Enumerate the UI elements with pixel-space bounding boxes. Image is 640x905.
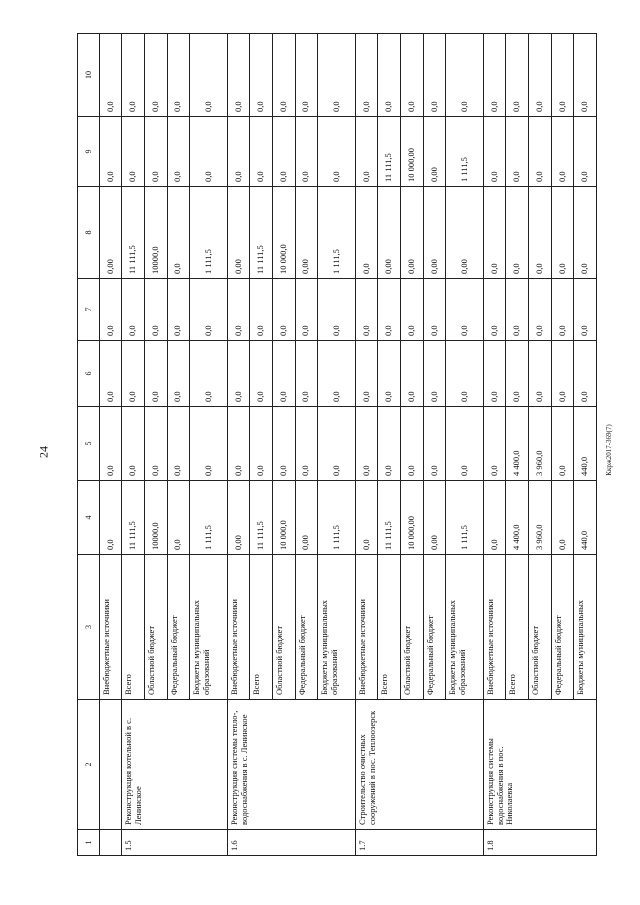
table-row <box>355 34 378 856</box>
project-title: Реконструкция котельной в с. Ленинское <box>122 700 227 830</box>
value-cell: 0,0 <box>483 117 506 187</box>
value-cell: 0,0 <box>551 481 574 555</box>
value-cell: 0,0 <box>483 187 506 279</box>
table-body <box>78 34 597 856</box>
value-cell: 0,0 <box>295 34 318 117</box>
value-cell: 0,00 <box>227 187 250 279</box>
value-cell: 0,0 <box>355 34 378 117</box>
value-cell: 0,00 <box>423 117 446 187</box>
value-cell: 0,0 <box>122 341 145 407</box>
value-cell: 0,0 <box>227 341 250 407</box>
value-cell: 0,0 <box>423 34 446 117</box>
header-cell: 3 <box>78 555 100 700</box>
value-cell: 0,0 <box>122 407 145 481</box>
value-cell: 0,0 <box>574 279 597 341</box>
value-cell: 0,0 <box>122 279 145 341</box>
value-cell: 0,0 <box>99 117 122 187</box>
value-cell: 10 000,00 <box>400 117 423 187</box>
value-cell: 0,0 <box>272 34 295 117</box>
value-cell: 0,0 <box>551 279 574 341</box>
table-row <box>122 34 145 856</box>
value-cell: 0,0 <box>295 279 318 341</box>
value-cell: 0,0 <box>272 117 295 187</box>
value-cell: 0,0 <box>506 34 529 117</box>
value-cell: 0,0 <box>318 117 356 187</box>
title-cell <box>99 700 122 830</box>
source-cell: Всего <box>122 555 145 700</box>
project-title: Строительство очистных сооружений в пос. Теплоозерск <box>355 700 483 830</box>
item-number: 1.6 <box>227 830 355 856</box>
value-cell: 0,0 <box>423 279 446 341</box>
value-cell: 0,0 <box>167 407 190 481</box>
source-cell: Внебюджетные источники <box>483 555 506 700</box>
value-cell: 0,0 <box>400 34 423 117</box>
value-cell: 0,00 <box>423 481 446 555</box>
value-cell: 0,0 <box>99 279 122 341</box>
value-cell: 0,0 <box>446 279 484 341</box>
value-cell: 0,0 <box>483 34 506 117</box>
value-cell: 0,0 <box>227 117 250 187</box>
page-number: 24 <box>36 446 51 458</box>
source-cell: Внебюджетные источники <box>99 555 122 700</box>
value-cell: 0,0 <box>551 341 574 407</box>
value-cell: 0,0 <box>318 341 356 407</box>
value-cell: 0,00 <box>295 481 318 555</box>
value-cell: 0,0 <box>250 341 273 407</box>
value-cell: 11 111,5 <box>122 481 145 555</box>
value-cell: 1 111,5 <box>318 481 356 555</box>
value-cell: 10 000,0 <box>272 187 295 279</box>
value-cell: 0,0 <box>250 117 273 187</box>
source-cell: Федеральный бюджет <box>423 555 446 700</box>
value-cell: 0,0 <box>167 481 190 555</box>
value-cell: 0,0 <box>355 187 378 279</box>
item-number: 1.5 <box>122 830 227 856</box>
table-row <box>227 34 250 856</box>
rotated-table-container <box>77 34 597 856</box>
value-cell: 1 111,5 <box>446 117 484 187</box>
source-cell: Областной бюджет <box>528 555 551 700</box>
header-cell: 4 <box>78 481 100 555</box>
value-cell: 0,0 <box>250 279 273 341</box>
value-cell: 0,0 <box>99 34 122 117</box>
value-cell: 0,0 <box>167 341 190 407</box>
value-cell: 0,0 <box>355 117 378 187</box>
header-cell: 8 <box>78 187 100 279</box>
value-cell: 0,0 <box>528 34 551 117</box>
value-cell: 0,0 <box>506 187 529 279</box>
value-cell: 11 111,5 <box>378 481 401 555</box>
value-cell: 0,0 <box>446 407 484 481</box>
source-cell: Внебюджетные источники <box>355 555 378 700</box>
source-cell: Областной бюджет <box>400 555 423 700</box>
value-cell: 0,00 <box>295 187 318 279</box>
value-cell: 0,0 <box>144 34 167 117</box>
value-cell: 0,00 <box>446 187 484 279</box>
value-cell: 0,0 <box>318 34 356 117</box>
source-cell: Бюджеты муниципальных образований <box>318 555 356 700</box>
header-cell: 1 <box>78 830 100 856</box>
value-cell: 0,0 <box>506 117 529 187</box>
value-cell: 440,0 <box>574 481 597 555</box>
value-cell: 0,0 <box>551 117 574 187</box>
source-cell: Всего <box>506 555 529 700</box>
header-cell: 9 <box>78 117 100 187</box>
value-cell: 0,0 <box>190 407 228 481</box>
value-cell: 0,0 <box>318 407 356 481</box>
value-cell: 0,0 <box>483 407 506 481</box>
value-cell: 3 960,0 <box>528 407 551 481</box>
source-cell: Федеральный бюджет <box>167 555 190 700</box>
value-cell: 0,0 <box>99 407 122 481</box>
value-cell: 1 111,5 <box>318 187 356 279</box>
value-cell: 0,00 <box>400 187 423 279</box>
item-number: 1.7 <box>355 830 483 856</box>
value-cell: 0,0 <box>144 279 167 341</box>
source-cell: Областной бюджет <box>272 555 295 700</box>
value-cell: 4 400,0 <box>506 481 529 555</box>
table-row <box>483 34 506 856</box>
value-cell: 0,0 <box>295 407 318 481</box>
value-cell: 0,0 <box>551 34 574 117</box>
value-cell: 4 400,0 <box>506 407 529 481</box>
value-cell: 3 960,0 <box>528 481 551 555</box>
value-cell: 0,0 <box>227 34 250 117</box>
value-cell: 0,0 <box>574 187 597 279</box>
value-cell: 10000,0 <box>144 187 167 279</box>
source-cell: Федеральный бюджет <box>295 555 318 700</box>
value-cell: 0,0 <box>506 341 529 407</box>
value-cell: 0,0 <box>295 341 318 407</box>
value-cell: 11 111,5 <box>250 481 273 555</box>
value-cell: 0,0 <box>378 34 401 117</box>
value-cell: 0,0 <box>144 407 167 481</box>
value-cell: 0,0 <box>272 341 295 407</box>
funding-table <box>77 33 597 856</box>
value-cell: 0,0 <box>400 279 423 341</box>
value-cell: 0,0 <box>423 407 446 481</box>
source-cell: Областной бюджет <box>144 555 167 700</box>
value-cell: 1 111,5 <box>190 187 228 279</box>
header-row <box>78 34 100 856</box>
value-cell: 0,0 <box>378 341 401 407</box>
value-cell: 0,0 <box>144 341 167 407</box>
value-cell: 0,0 <box>190 279 228 341</box>
value-cell: 0,0 <box>250 34 273 117</box>
source-cell: Всего <box>378 555 401 700</box>
value-cell: 0,0 <box>167 279 190 341</box>
value-cell: 0,0 <box>551 407 574 481</box>
source-cell: Федеральный бюджет <box>551 555 574 700</box>
value-cell: 0,0 <box>483 481 506 555</box>
value-cell: 10 000,0 <box>272 481 295 555</box>
table-row <box>99 34 122 856</box>
header-cell: 7 <box>78 279 100 341</box>
value-cell: 0,0 <box>574 34 597 117</box>
source-cell: Бюджеты муниципальных образований <box>446 555 484 700</box>
source-cell: Внебюджетные источники <box>227 555 250 700</box>
value-cell: 0,0 <box>483 341 506 407</box>
header-cell: 2 <box>78 700 100 830</box>
project-title: Реконструкция системы тепло-, водоснабжения в с. Ленинское <box>227 700 355 830</box>
value-cell: 0,0 <box>122 34 145 117</box>
value-cell: 0,0 <box>122 117 145 187</box>
header-cell: 6 <box>78 341 100 407</box>
value-cell: 0,0 <box>574 117 597 187</box>
value-cell: 11 111,5 <box>250 187 273 279</box>
header-cell: 5 <box>78 407 100 481</box>
value-cell: 0,0 <box>190 341 228 407</box>
value-cell: 0,0 <box>528 341 551 407</box>
value-cell: 440,0 <box>574 407 597 481</box>
value-cell: 0,0 <box>190 117 228 187</box>
value-cell: 0,0 <box>99 481 122 555</box>
value-cell: 0,0 <box>483 279 506 341</box>
value-cell: 0,0 <box>295 117 318 187</box>
source-cell: Бюджеты муниципальных образований <box>190 555 228 700</box>
value-cell: 0,0 <box>446 34 484 117</box>
value-cell: 0,0 <box>227 407 250 481</box>
value-cell: 11 111,5 <box>378 117 401 187</box>
project-title: Реконструкция системы водоснабжения в пос. Николаевка <box>483 700 596 830</box>
value-cell: 0,0 <box>355 279 378 341</box>
source-cell: Бюджеты муниципальных <box>574 555 597 700</box>
value-cell: 0,00 <box>378 187 401 279</box>
value-cell: 1 111,5 <box>446 481 484 555</box>
value-cell: 0,0 <box>446 341 484 407</box>
source-cell: Всего <box>250 555 273 700</box>
value-cell: 0,00 <box>423 187 446 279</box>
value-cell: 0,0 <box>167 34 190 117</box>
value-cell: 0,0 <box>144 117 167 187</box>
value-cell: 0,0 <box>167 117 190 187</box>
value-cell: 0,00 <box>99 187 122 279</box>
value-cell: 11 111,5 <box>122 187 145 279</box>
value-cell: 10000,0 <box>144 481 167 555</box>
value-cell: 10 000,00 <box>400 481 423 555</box>
value-cell: 0,0 <box>528 279 551 341</box>
value-cell: 0,0 <box>506 279 529 341</box>
item-number: 1.8 <box>483 830 596 856</box>
value-cell: 0,0 <box>190 34 228 117</box>
value-cell: 0,0 <box>272 279 295 341</box>
index-cell <box>99 830 122 856</box>
value-cell: 0,0 <box>355 341 378 407</box>
value-cell: 0,0 <box>99 341 122 407</box>
value-cell: 0,0 <box>378 407 401 481</box>
value-cell: 0,0 <box>528 187 551 279</box>
value-cell: 0,0 <box>272 407 295 481</box>
value-cell: 0,0 <box>227 279 250 341</box>
value-cell: 0,0 <box>551 187 574 279</box>
value-cell: 0,0 <box>318 279 356 341</box>
value-cell: 1 111,5 <box>190 481 228 555</box>
value-cell: 0,0 <box>355 407 378 481</box>
value-cell: 0,0 <box>250 407 273 481</box>
value-cell: 0,0 <box>400 407 423 481</box>
document-code: Ккрж2017-369(7) <box>605 424 613 476</box>
value-cell: 0,00 <box>227 481 250 555</box>
value-cell: 0,0 <box>378 279 401 341</box>
header-cell: 10 <box>78 34 100 117</box>
value-cell: 0,0 <box>400 341 423 407</box>
value-cell: 0,0 <box>167 187 190 279</box>
value-cell: 0,0 <box>574 341 597 407</box>
value-cell: 0,0 <box>423 341 446 407</box>
value-cell: 0,0 <box>528 117 551 187</box>
value-cell: 0,0 <box>355 481 378 555</box>
